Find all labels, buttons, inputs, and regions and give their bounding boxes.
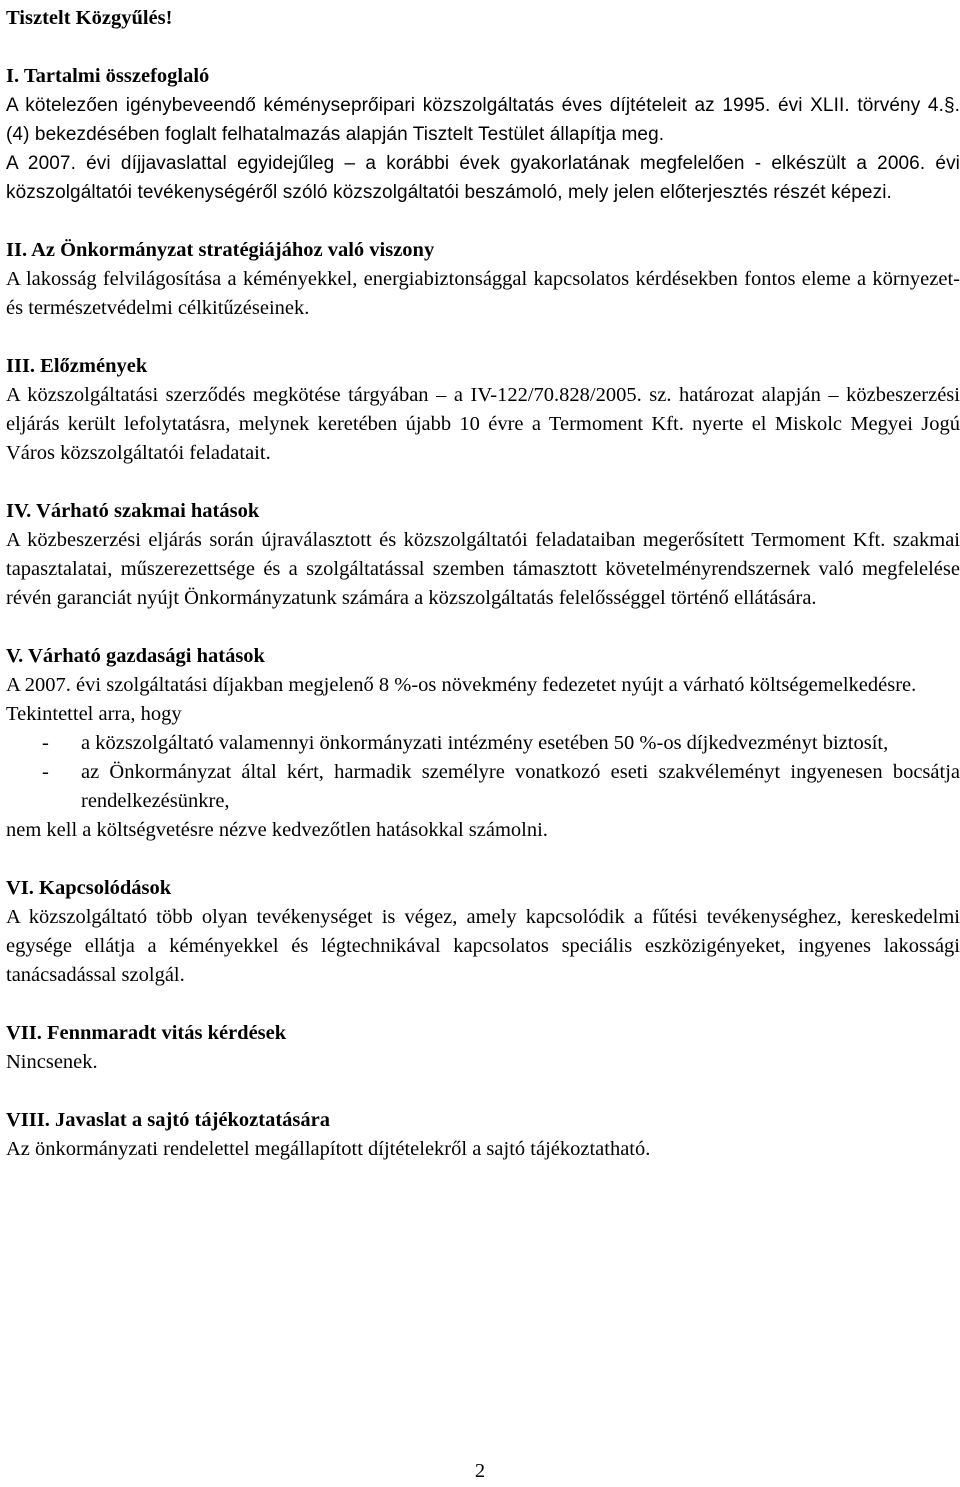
section-connections [6, 874, 960, 990]
section-heading: I. Tartalmi összefoglaló [6, 65, 210, 87]
section-heading: II. Az Önkormányzat stratégiájához való viszony [6, 239, 435, 261]
section-paragraph: Nincsenek. [6, 1051, 98, 1073]
section-antecedents [6, 352, 960, 468]
section-paragraph: A közbeszerzési eljárás során újraválasztott és közszolgáltatói feladataiban megerősített Termoment Kft. szakmai tapasztalatai, műszerezettsége és a szolgáltatással szemben támasztott követelményrendszernek való megfelelése révén garanciát nyújt Önkormányzatunk számára a közszolgáltatás felelősséggel történő ellátására. [6, 529, 960, 609]
section-paragraph: A 2007. évi szolgáltatási díjakban megjelenő 8 %-os növekmény fedezetet nyújt a várható költségemelkedésre. [6, 674, 917, 696]
list-item-text: a közszolgáltató valamennyi önkormányzati intézmény esetében 50 %-os díjkedvezményt biztosít, [81, 732, 889, 754]
list-dash: - [42, 761, 49, 783]
section-paragraph: A közszolgáltatási szerződés megkötése tárgyában – a IV-122/70.828/2005. sz. határozat alapján – közbeszerzési eljárás került lefolytatásra, melynek keretében újabb 10 évre a Termoment Kft. nyerte el Miskolc Megyei Jogú Város közszolgáltatói feladatait. [6, 384, 960, 464]
greeting: Tisztelt Közgyűlés! [6, 7, 173, 29]
section-paragraph: A lakosság felvilágosítása a kéményekkel, energiabiztonsággal kapcsolatos kérdésekben fontos eleme a környezet- és természetvédelmi célkitűzéseinek. [6, 268, 960, 319]
list-item [6, 729, 960, 758]
list-item [6, 758, 960, 816]
section-strategy [6, 236, 960, 323]
section-heading: VII. Fennmaradt vitás kérdések [6, 1022, 287, 1044]
section-paragraph: Az önkormányzati rendelettel megállapított díjtételekről a sajtó tájékoztatható. [6, 1138, 651, 1160]
section-heading: III. Előzmények [6, 355, 148, 377]
page-number: 2 [474, 1460, 486, 1482]
section-heading: IV. Várható szakmai hatások [6, 500, 260, 522]
section-heading: V. Várható gazdasági hatások [6, 645, 265, 667]
section-paragraph: Tekintettel arra, hogy [6, 703, 182, 725]
section-closing: nem kell a költségvetésre nézve kedvezőtlen hatásokkal számolni. [6, 819, 548, 841]
section-paragraph: A kötelezően igénybeveendő kéményseprőipari közszolgáltatás éves díjtételeit az 1995. évi XLII. törvény 4.§. (4) bekezdésében foglalt felhatalmazás alapján Tisztelt Testület állapítja meg. [6, 95, 960, 145]
section-summary [6, 62, 960, 207]
section-heading: VI. Kapcsolódások [6, 877, 172, 899]
list-dash: - [42, 732, 49, 754]
section-professional-effects [6, 497, 960, 613]
condition-list [6, 729, 960, 816]
list-item-text: az Önkormányzat által kért, harmadik személyre vonatkozó eseti szakvéleményt ingyenesen bocsátja rendelkezésünkre, [81, 761, 960, 812]
document-page [6, 4, 960, 1164]
section-press-proposal [6, 1106, 960, 1164]
section-economic-effects [6, 642, 960, 845]
section-open-issues [6, 1019, 960, 1077]
section-heading: VIII. Javaslat a sajtó tájékoztatására [6, 1109, 330, 1131]
section-paragraph: A közszolgáltató több olyan tevékenységet is végez, amely kapcsolódik a fűtési tevékenységhez, kereskedelmi egysége ellátja a kéményekkel és légtechnikával kapcsolatos speciális eszközigényeket, ingyenes lakossági tanácsadással szolgál. [6, 906, 960, 986]
section-paragraph: A 2007. évi díjjavaslattal egyidejűleg – a korábbi évek gyakorlatának megfelelően - elkészült a 2006. évi közszolgáltatói tevékenységéről szóló közszolgáltatói beszámoló, mely jelen előterjesztés részét képezi. [6, 153, 960, 203]
